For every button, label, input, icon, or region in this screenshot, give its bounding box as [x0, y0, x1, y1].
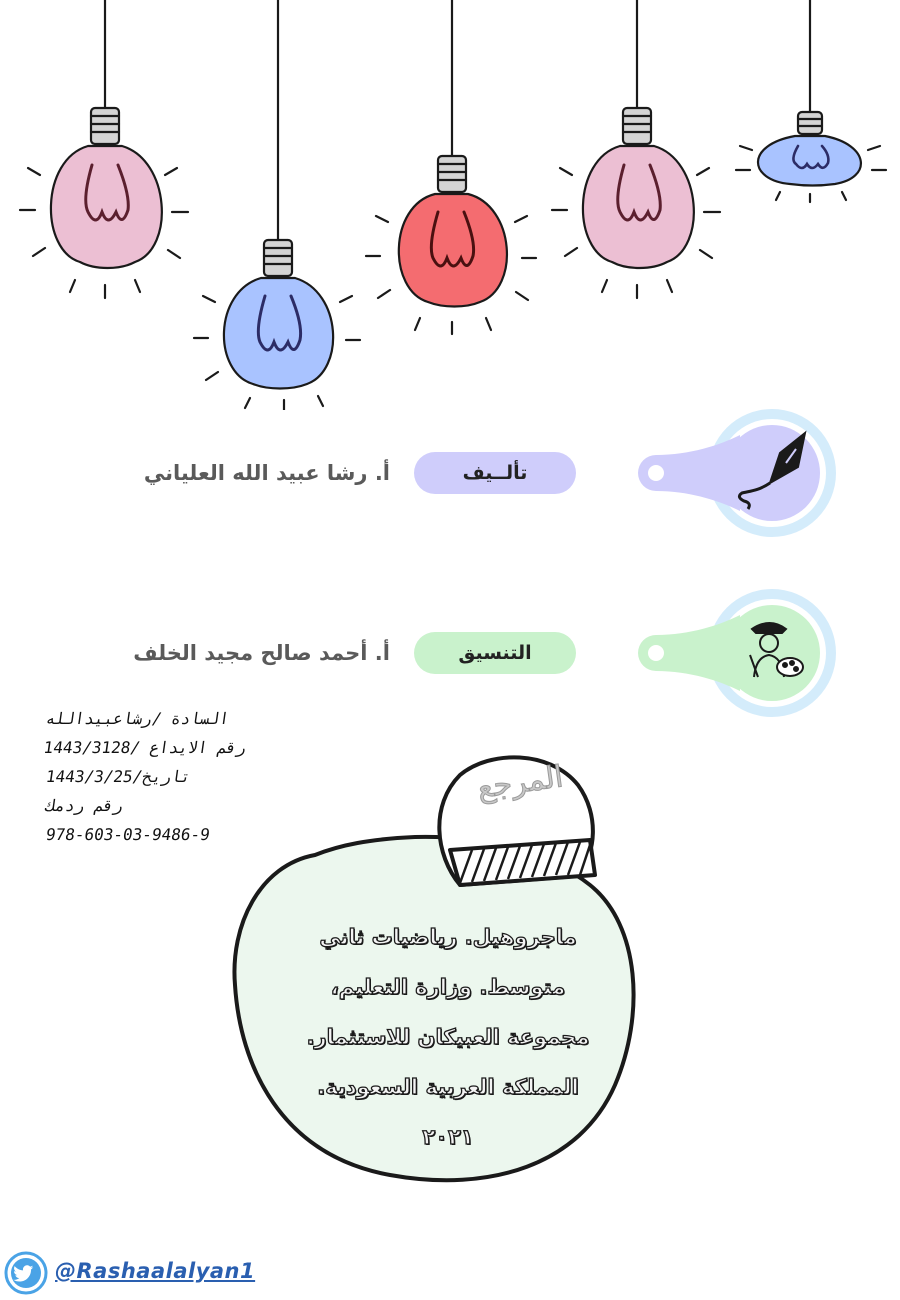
- reference-line: مجموعة العبيكان للاستثمار.: [306, 1025, 590, 1049]
- author-label: تألــيف: [414, 452, 576, 494]
- isbn-value: 978-603-03-9486-9: [44, 825, 212, 844]
- legal-deposit-info: [42, 704, 248, 849]
- reference-line: ماجروهيل. رياضيات ثاني: [319, 925, 577, 949]
- bulb-icon: [20, 0, 188, 298]
- deposit-number-line: [44, 733, 248, 762]
- coordination-label: التنسيق: [414, 632, 576, 674]
- twitter-bird-icon[interactable]: [4, 1251, 48, 1295]
- bulb-icon: [736, 0, 886, 202]
- deposit-number-label: رقم الايداع /: [129, 738, 248, 757]
- bulb-icon: [194, 0, 360, 410]
- footer: [0, 1245, 400, 1300]
- author-name: أ. رشا عبيد الله العلياني: [143, 461, 390, 485]
- deposit-recipient: السادة /رشاعبيدالله: [44, 709, 231, 728]
- reference-line: متوسط. وزارة التعليم،: [330, 975, 566, 999]
- bulb-icon: [366, 0, 536, 334]
- coordinator-name: أ. أحمد صالح مجيد الخلف: [133, 641, 390, 665]
- coordination-tag-graphic: [630, 585, 850, 725]
- bulb-icon: [552, 0, 720, 298]
- hanging-bulbs-decoration: [0, 0, 900, 410]
- author-tag-graphic: [630, 405, 850, 545]
- reference-heading: المرجع: [475, 759, 566, 806]
- deposit-date-line: [44, 762, 248, 791]
- reference-text: [258, 912, 638, 1162]
- deposit-number-value: 1443/3128: [42, 738, 132, 757]
- reference-line: المملكة العربية السعودية.: [317, 1075, 579, 1099]
- deposit-date-value: 1443/3/25: [44, 767, 135, 786]
- twitter-handle-link[interactable]: @Rashaalalyan1: [55, 1259, 256, 1283]
- author-row: [0, 405, 900, 545]
- reference-year: ٢٠٢١: [422, 1125, 474, 1149]
- isbn-label: رقم ردمك: [44, 796, 125, 815]
- deposit-date-label: تاريخ/: [131, 767, 192, 786]
